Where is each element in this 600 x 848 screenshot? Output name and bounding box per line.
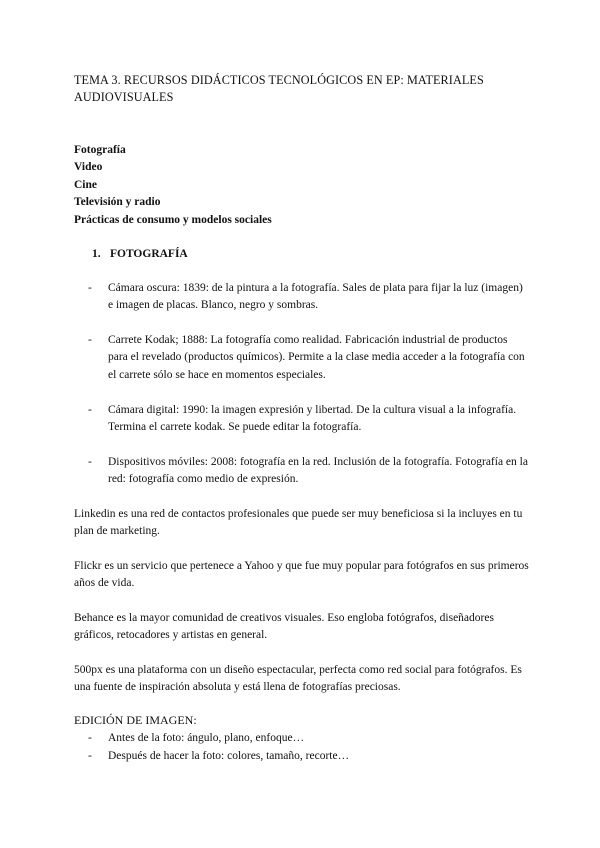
edit-section-title: EDICIÓN DE IMAGEN:	[74, 713, 197, 727]
section-title: FOTOGRAFÍA	[110, 248, 188, 260]
toc-item: Televisión y radio	[74, 196, 161, 209]
list-item-text: Antes de la foto: ángulo, plano, enfoque…	[108, 732, 305, 744]
paragraph: Flickr es un servicio que pertenece a Yahoo y que fue muy popular para fotógrafos en sus primeros años de vida.	[74, 560, 529, 590]
list-item-text: Dispositivos móviles: 2008: fotografía en la red. Inclusión de la fotografía. Fotografía en la red: fotografía como medio de expresión.	[108, 456, 528, 486]
list-item	[88, 454, 528, 489]
dash-bullet: -	[88, 456, 92, 468]
dash-bullet: -	[88, 334, 92, 346]
dash-bullet: -	[88, 732, 92, 744]
list-item-text: Carrete Kodak; 1888: La fotografía como realidad. Fabricación industrial de productos para el revelado (productos químicos). Permite a la clase media acceder a la fotografía con el carrete sólo se hace en momentos especiales.	[108, 334, 525, 381]
list-item-text: Cámara oscura: 1839: de la pintura a la fotografía. Sales de plata para fijar la luz (imagen) e imagen de placas. Blanco, negro y sombras.	[108, 282, 523, 312]
toc-item: Fotografía	[74, 144, 126, 156]
list-item	[88, 748, 528, 765]
section-heading	[92, 246, 188, 263]
paragraph: Linkedin es una red de contactos profesionales que puede ser muy beneficiosa si la incluyes en tu plan de marketing.	[74, 508, 523, 538]
toc-item: Video	[74, 161, 103, 174]
document-title: TEMA 3. RECURSOS DIDÁCTICOS TECNOLÓGICOS EN EP: MATERIALES AUDIOVISUALES	[74, 73, 484, 104]
list-item	[88, 730, 528, 747]
paragraph: 500px es una plataforma con un diseño espectacular, perfecta como red social para fotógrafos. Es una fuente de inspiración absoluta y está llena de fotografías preciosas.	[74, 664, 522, 694]
table-of-contents	[74, 142, 272, 229]
list-item	[88, 332, 528, 384]
paragraph: Behance es la mayor comunidad de creativos visuales. Eso engloba fotógrafos, diseñadores gráficos, retocadores y artistas en general.	[74, 612, 494, 642]
dash-bullet: -	[88, 404, 92, 416]
dash-bullet: -	[88, 282, 92, 294]
toc-item: Cine	[74, 178, 97, 191]
list-item	[88, 280, 528, 315]
toc-item: Prácticas de consumo y modelos sociales	[74, 213, 272, 226]
list-item	[88, 402, 528, 437]
list-item-text: Cámara digital: 1990: la imagen expresión y libertad. De la cultura visual a la infografía. Termina el carrete kodak. Se puede editar la fotografía.	[108, 404, 517, 434]
list-item-text: Después de hacer la foto: colores, tamaño, recorte…	[108, 750, 350, 762]
section-number: 1.	[92, 248, 101, 260]
dash-bullet: -	[88, 750, 92, 762]
